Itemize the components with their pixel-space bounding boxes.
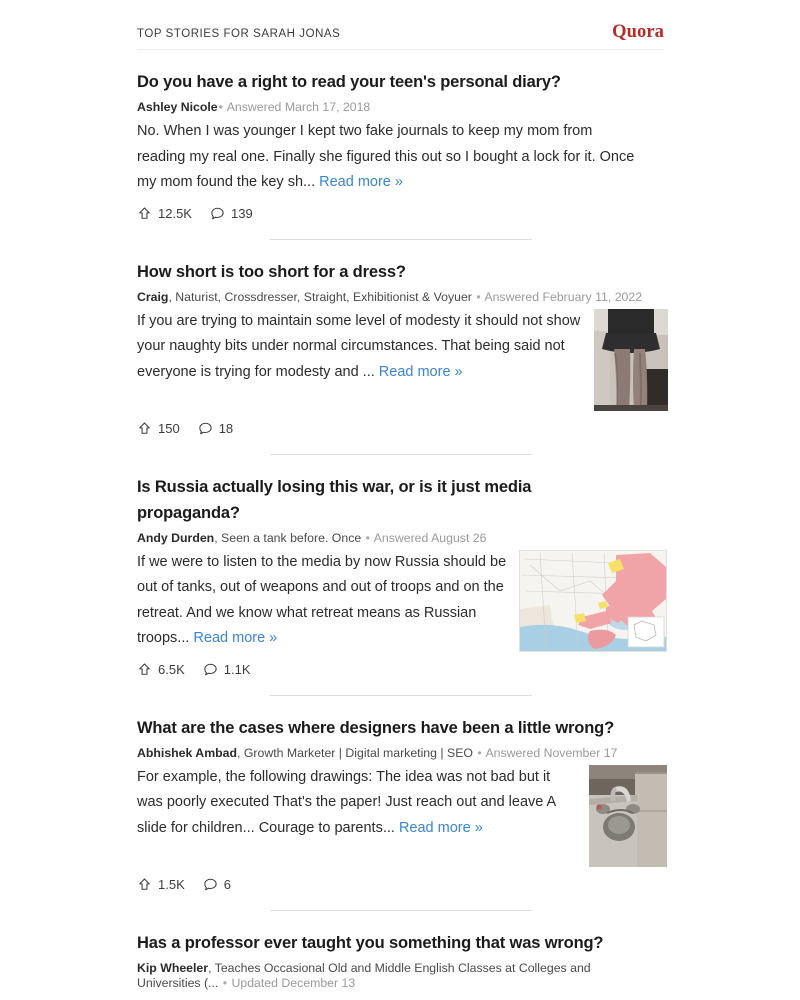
byline-separator: •	[222, 975, 228, 990]
upvote-count: 1.5K	[158, 876, 185, 892]
story-title[interactable]: Is Russia actually losing this war, or is it just media propaganda?	[137, 477, 532, 522]
comment-icon	[203, 662, 218, 677]
story-byline	[137, 746, 657, 761]
comment-icon	[198, 421, 213, 436]
comment-icon	[210, 206, 225, 221]
author-name[interactable]: Abhishek Ambad	[137, 745, 237, 760]
story-thumbnail[interactable]	[519, 550, 667, 652]
digest-heading: TOP STORIES FOR SARAH JONAS	[137, 28, 341, 40]
upvote-metric[interactable]	[137, 662, 185, 677]
story-byline	[137, 961, 657, 991]
story-title[interactable]: How short is too short for a dress?	[137, 262, 406, 281]
story-snippet	[137, 119, 637, 196]
snippet-text: For example, the following drawings: The idea was not bad but it was poorly executed That's the paper! Just reach out and leave A slide for children... Courage to parents...	[137, 768, 556, 836]
upvote-count: 6.5K	[158, 661, 185, 677]
story-title[interactable]: Do you have a right to read your teen's personal diary?	[137, 73, 561, 91]
story-item	[137, 696, 664, 911]
upvote-metric[interactable]	[137, 206, 192, 221]
story-body	[137, 765, 664, 867]
upvote-count: 150	[158, 420, 180, 436]
upvote-metric[interactable]	[137, 421, 180, 436]
story-snippet	[137, 765, 577, 842]
author-name[interactable]: Ashley Nicole	[137, 100, 218, 114]
read-more-link[interactable]: Read more »	[319, 174, 403, 190]
answer-timestamp: Answered November 17	[485, 745, 618, 760]
comment-icon	[203, 877, 218, 892]
upvote-icon	[137, 662, 152, 677]
story-thumbnail[interactable]	[589, 765, 667, 867]
answer-timestamp: Updated December 13	[231, 975, 356, 990]
upvote-count: 12.5K	[158, 205, 192, 221]
story-title[interactable]: Has a professor ever taught you something that was wrong?	[137, 933, 604, 952]
upvote-icon	[137, 421, 152, 436]
comment-count: 1.1K	[223, 661, 251, 677]
author-credential: , Seen a tank before. Once	[214, 530, 362, 545]
author-name[interactable]: Craig	[137, 289, 169, 304]
author-credential: , Naturist, Crossdresser, Straight, Exhibitionist & Voyuer	[168, 289, 472, 304]
story-metrics	[137, 206, 664, 221]
story-body	[137, 309, 664, 411]
story-metrics	[137, 421, 664, 436]
author-credential: , Teaches Occasional Old and Middle English Classes at Colleges and Universities (...	[137, 960, 591, 990]
story-thumbnail[interactable]	[594, 309, 668, 411]
story-item	[137, 911, 664, 991]
byline-separator: •	[365, 530, 370, 545]
answer-timestamp: Answered March 17, 2018	[226, 100, 371, 114]
story-byline	[137, 290, 657, 305]
story-byline	[137, 531, 657, 546]
author-name[interactable]: Kip Wheeler	[137, 960, 209, 975]
author-credential: , Growth Marketer | Digital marketing | SEO	[236, 745, 473, 760]
read-more-link[interactable]: Read more »	[193, 630, 278, 646]
content-column	[137, 0, 664, 995]
story-body	[137, 550, 664, 652]
story-body	[137, 119, 664, 196]
author-name[interactable]: Andy Durden	[137, 530, 215, 545]
answer-timestamp: Answered August 26	[373, 530, 487, 545]
upvote-metric[interactable]	[137, 877, 185, 892]
story-snippet	[137, 309, 582, 386]
comment-count: 139	[230, 205, 253, 221]
story-snippet	[137, 550, 507, 652]
story-metrics	[137, 662, 664, 677]
comment-metric[interactable]	[210, 206, 253, 221]
comment-metric[interactable]	[198, 421, 233, 436]
comment-count: 6	[223, 876, 231, 892]
story-byline	[137, 100, 657, 115]
upvote-icon	[137, 206, 152, 221]
snippet-text: If we were to listen to the media by now Russia should be out of tanks, out of weapons and out of troops and on the retreat. And we know what retreat means as Russian troops...	[137, 553, 507, 646]
story-title[interactable]: What are the cases where designers have been a little wrong?	[137, 718, 614, 737]
byline-separator: •	[218, 100, 223, 114]
snippet-text: No. When I was younger I kept two fake journals to keep my mom from reading my real one. Finally she figured this out so I bought a lock for it. Once my mom found the key sh...	[137, 123, 635, 190]
quora-logo[interactable]: Quora	[612, 22, 664, 42]
comment-count: 18	[218, 420, 234, 436]
byline-separator: •	[477, 745, 482, 760]
story-item	[137, 240, 664, 455]
comment-metric[interactable]	[203, 877, 231, 892]
comment-metric[interactable]	[203, 662, 251, 677]
story-item	[137, 455, 664, 696]
story-metrics	[137, 877, 664, 892]
upvote-icon	[137, 877, 152, 892]
read-more-link[interactable]: Read more »	[378, 363, 463, 380]
snippet-text: If you are trying to maintain some level of modesty it should not show your naughty bits under normal circumstances. That being said not everyone is trying for modesty and ...	[137, 312, 581, 380]
story-item	[137, 50, 664, 240]
read-more-link[interactable]: Read more »	[398, 819, 483, 836]
answer-timestamp: Answered February 11, 2022	[484, 289, 643, 304]
masthead	[137, 0, 664, 50]
byline-separator: •	[476, 289, 481, 304]
